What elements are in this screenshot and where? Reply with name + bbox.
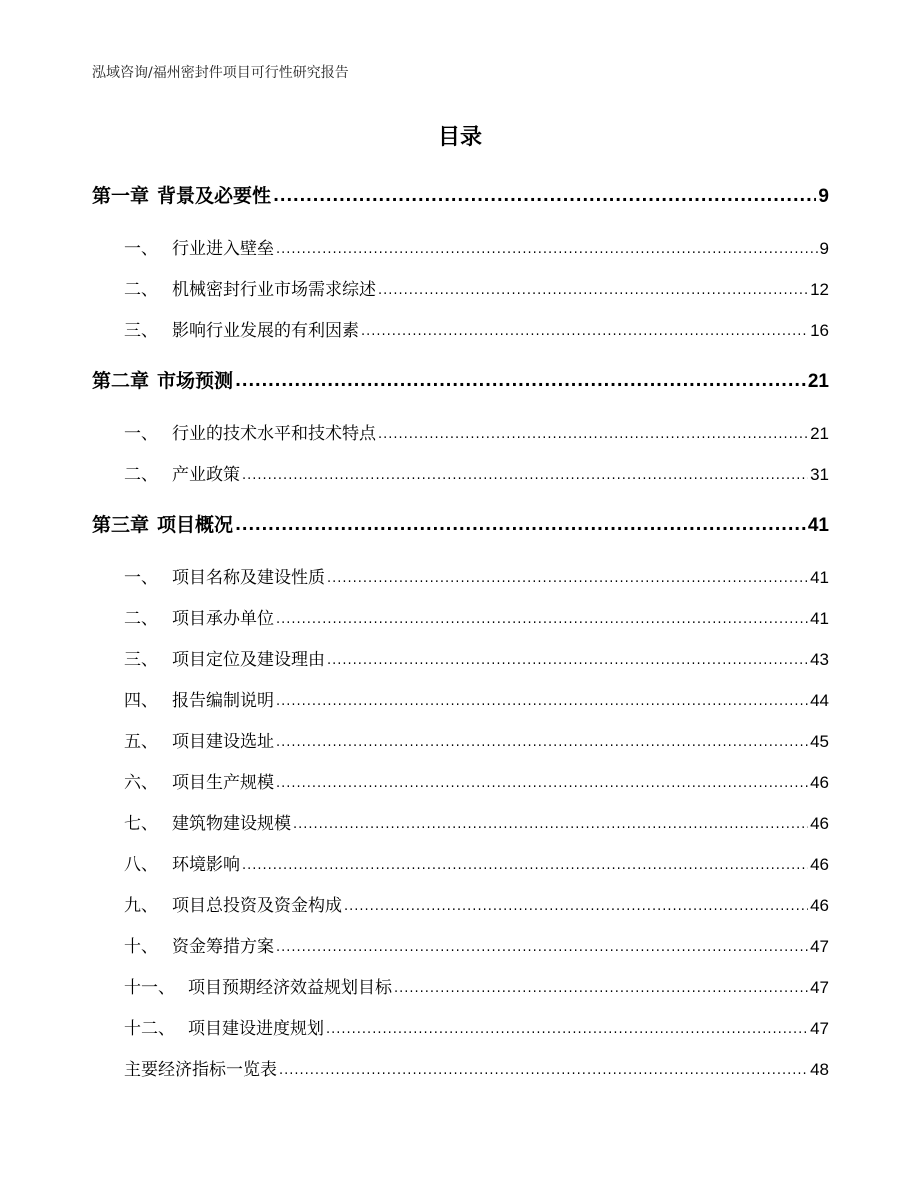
toc-page-number: 46 (810, 896, 829, 915)
dot-leader (276, 731, 808, 751)
dot-leader (276, 772, 808, 792)
toc-entry-section[interactable] (124, 1055, 829, 1079)
toc-entry-label: 二、 机械密封行业市场需求综述 (124, 280, 376, 300)
toc-entry-section[interactable] (124, 973, 829, 997)
dot-leader (242, 464, 808, 484)
page-title: 目录 (437, 125, 482, 150)
dot-leader (276, 936, 808, 956)
toc-entry-section[interactable] (124, 727, 829, 751)
dot-leader (378, 423, 808, 443)
toc-entry-label: 五、 项目建设选址 (124, 732, 274, 752)
toc-page-number: 47 (810, 937, 829, 956)
toc-entry-section[interactable] (124, 932, 829, 956)
toc-entry-label: 第一章 背景及必要性 (92, 185, 272, 207)
toc-entry-label: 一、 项目名称及建设性质 (124, 568, 325, 588)
dot-leader (242, 854, 808, 874)
toc-page-number: 21 (810, 424, 829, 443)
toc-entry-section[interactable] (124, 563, 829, 587)
toc-entry-label: 六、 项目生产规模 (124, 773, 274, 793)
toc-page-number: 45 (810, 732, 829, 751)
toc-entry-label: 四、 报告编制说明 (124, 691, 274, 711)
dot-leader (394, 977, 808, 997)
toc-page-number: 48 (810, 1060, 829, 1079)
toc-page-number: 47 (810, 1019, 829, 1038)
toc-entry-chapter[interactable] (92, 510, 829, 536)
toc-page-number: 47 (810, 978, 829, 997)
toc-entry-label: 一、 行业进入壁垒 (124, 239, 274, 259)
toc-entry-section[interactable] (124, 275, 829, 299)
toc-entry-chapter[interactable] (92, 181, 829, 207)
toc-entry-label: 第三章 项目概况 (92, 514, 234, 536)
dot-leader (235, 513, 806, 535)
dot-leader (327, 567, 808, 587)
toc-page-number: 44 (810, 691, 829, 710)
toc-entry-section[interactable] (124, 234, 829, 258)
toc-entry-section[interactable] (124, 809, 829, 833)
toc-entry-label: 二、 产业政策 (124, 465, 240, 485)
toc-entry-section[interactable] (124, 850, 829, 874)
toc-entry-section[interactable] (124, 686, 829, 710)
toc-entry-section[interactable] (124, 419, 829, 443)
dot-leader (327, 649, 808, 669)
toc-entry-label: 七、 建筑物建设规模 (124, 814, 291, 834)
dot-leader (279, 1059, 808, 1079)
dot-leader (361, 320, 808, 340)
toc-entry-label: 三、 项目定位及建设理由 (124, 650, 325, 670)
toc-entry-label: 九、 项目总投资及资金构成 (124, 896, 342, 916)
toc-page-number: 41 (810, 609, 829, 628)
dot-leader (344, 895, 808, 915)
dot-leader (276, 608, 808, 628)
toc-entry-label: 主要经济指标一览表 (124, 1060, 277, 1080)
toc-entry-label: 十二、 项目建设进度规划 (124, 1019, 324, 1039)
toc-page-number: 46 (810, 855, 829, 874)
toc-entry-label: 二、 项目承办单位 (124, 609, 274, 629)
toc-entry-section[interactable] (124, 645, 829, 669)
toc-page-number: 46 (810, 773, 829, 792)
dot-leader (326, 1018, 808, 1038)
toc-entry-label: 十、 资金筹措方案 (124, 937, 274, 957)
toc-entry-section[interactable] (124, 604, 829, 628)
toc-entry-section[interactable] (124, 1014, 829, 1038)
toc-page-number: 43 (810, 650, 829, 669)
toc-page-number: 21 (807, 371, 829, 392)
toc-entry-label: 第二章 市场预测 (92, 370, 234, 392)
toc-entry-label: 八、 环境影响 (124, 855, 240, 875)
toc-page-number: 9 (818, 186, 829, 207)
toc-entry-section[interactable] (124, 316, 829, 340)
toc-entry-label: 三、 影响行业发展的有利因素 (124, 321, 359, 341)
toc-entry-label: 十一、 项目预期经济效益规划目标 (124, 978, 392, 998)
toc-page-number: 9 (819, 239, 829, 258)
toc-entry-section[interactable] (124, 460, 829, 484)
running-header: 泓域咨询/福州密封件项目可行性研究报告 (92, 65, 349, 81)
toc-entry-section[interactable] (124, 768, 829, 792)
toc-page-number: 12 (810, 280, 829, 299)
dot-leader (378, 279, 808, 299)
toc-page-number: 31 (810, 465, 829, 484)
toc-page-number: 41 (810, 568, 829, 587)
dot-leader (276, 690, 808, 710)
toc-entry-section[interactable] (124, 891, 829, 915)
toc-entry-chapter[interactable] (92, 366, 829, 392)
dot-leader (276, 238, 818, 258)
dot-leader (235, 369, 806, 391)
toc-page-number: 46 (810, 814, 829, 833)
dot-leader (273, 184, 816, 206)
toc-entry-label: 一、 行业的技术水平和技术特点 (124, 424, 376, 444)
toc-page-number: 41 (807, 515, 829, 536)
dot-leader (293, 813, 808, 833)
toc-page-number: 16 (810, 321, 829, 340)
